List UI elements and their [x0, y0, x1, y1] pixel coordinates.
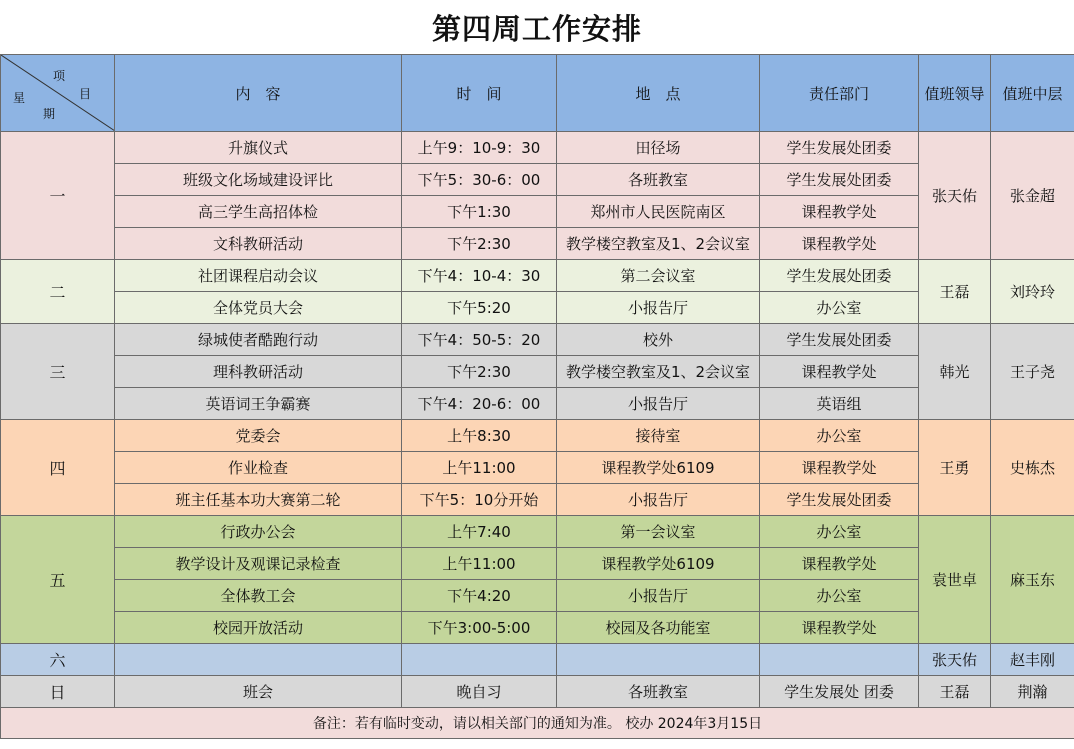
leader-cell-sat: 张天佑: [919, 644, 991, 676]
time-cell: 下午5：10分开始: [402, 484, 557, 516]
place-cell: 校外: [557, 324, 760, 356]
place-cell: 第一会议室: [557, 516, 760, 548]
content-cell: 班级文化场域建设评比: [115, 164, 402, 196]
content-cell: 全体党员大会: [115, 292, 402, 324]
corner-item-char-2: 目: [79, 87, 92, 101]
day-cell-sun: 日: [1, 676, 115, 708]
day-cell-mon: 一: [1, 132, 115, 260]
leader-cell-mon: 张天佑: [919, 132, 991, 260]
dept-cell: 学生发展处团委: [760, 164, 919, 196]
dept-cell: 课程教学处: [760, 196, 919, 228]
dept-cell: 办公室: [760, 292, 919, 324]
place-cell: 课程教学处6109: [557, 452, 760, 484]
day-cell-fri: 五: [1, 516, 115, 644]
time-cell: 上午9：10-9：30: [402, 132, 557, 164]
schedule-table: [0, 54, 1074, 739]
header-content: 内 容: [115, 55, 402, 132]
page-title: 第四周工作安排: [0, 0, 1074, 55]
dept-cell: 学生发展处 团委: [760, 676, 919, 708]
dept-cell: 办公室: [760, 580, 919, 612]
corner-weekday-char-2: 期: [43, 107, 56, 121]
time-cell: 下午5:20: [402, 292, 557, 324]
time-cell: 下午5：30-6：00: [402, 164, 557, 196]
middle-cell-sat: 赵丰刚: [991, 644, 1074, 676]
time-cell: 下午1:30: [402, 196, 557, 228]
header-place: 地 点: [557, 55, 760, 132]
middle-cell-wed: 王子尧: [991, 324, 1074, 420]
time-cell: 下午4：10-4：30: [402, 260, 557, 292]
time-cell: 上午7:40: [402, 516, 557, 548]
dept-cell: 课程教学处: [760, 356, 919, 388]
content-cell: 升旗仪式: [115, 132, 402, 164]
corner-header-cell: [1, 55, 115, 132]
corner-item-char-1: 项: [53, 69, 66, 83]
dept-cell: 课程教学处: [760, 548, 919, 580]
time-cell: 下午4：20-6：00: [402, 388, 557, 420]
content-cell: 高三学生高招体检: [115, 196, 402, 228]
dept-cell: 学生发展处团委: [760, 324, 919, 356]
dept-cell: 课程教学处: [760, 612, 919, 644]
time-cell: 下午3:00-5:00: [402, 612, 557, 644]
place-cell: 各班教室: [557, 676, 760, 708]
dept-cell: 办公室: [760, 516, 919, 548]
corner-weekday-char-1: 星: [13, 91, 26, 105]
content-cell: 理科教研活动: [115, 356, 402, 388]
place-cell: 教学楼空教室及1、2会议室: [557, 228, 760, 260]
place-cell: 田径场: [557, 132, 760, 164]
middle-cell-sun: 荆瀚: [991, 676, 1074, 708]
place-cell: 校园及各功能室: [557, 612, 760, 644]
dept-cell: 学生发展处团委: [760, 260, 919, 292]
day-cell-thu: 四: [1, 420, 115, 516]
header-middle: 值班中层: [991, 55, 1074, 132]
content-cell: 作业检查: [115, 452, 402, 484]
dept-cell: 英语组: [760, 388, 919, 420]
dept-cell: 办公室: [760, 420, 919, 452]
content-cell: 文科教研活动: [115, 228, 402, 260]
content-cell: 班会: [115, 676, 402, 708]
day-cell-tue: 二: [1, 260, 115, 324]
place-cell: 小报告厅: [557, 580, 760, 612]
leader-cell-fri: 袁世卓: [919, 516, 991, 644]
leader-cell-thu: 王勇: [919, 420, 991, 516]
middle-cell-mon: 张金超: [991, 132, 1074, 260]
time-cell: 上午8:30: [402, 420, 557, 452]
time-cell: 上午11:00: [402, 548, 557, 580]
content-cell: 班主任基本功大赛第二轮: [115, 484, 402, 516]
place-cell: 课程教学处6109: [557, 548, 760, 580]
content-cell: 全体教工会: [115, 580, 402, 612]
dept-cell: 学生发展处团委: [760, 132, 919, 164]
content-cell: 行政办公会: [115, 516, 402, 548]
middle-cell-tue: 刘玲玲: [991, 260, 1074, 324]
dept-cell: 课程教学处: [760, 452, 919, 484]
place-cell: [557, 644, 760, 676]
time-cell: 下午2:30: [402, 356, 557, 388]
time-cell: 上午11:00: [402, 452, 557, 484]
place-cell: 第二会议室: [557, 260, 760, 292]
time-cell: [402, 644, 557, 676]
day-cell-wed: 三: [1, 324, 115, 420]
content-cell: 教学设计及观课记录检查: [115, 548, 402, 580]
time-cell: 下午4：50-5：20: [402, 324, 557, 356]
leader-cell-wed: 韩光: [919, 324, 991, 420]
dept-cell: [760, 644, 919, 676]
place-cell: 教学楼空教室及1、2会议室: [557, 356, 760, 388]
content-cell: 绿城使者酷跑行动: [115, 324, 402, 356]
content-cell: 英语词王争霸赛: [115, 388, 402, 420]
header-dept: 责任部门: [760, 55, 919, 132]
place-cell: 各班教室: [557, 164, 760, 196]
leader-cell-sun: 王磊: [919, 676, 991, 708]
place-cell: 小报告厅: [557, 388, 760, 420]
footer-note: 备注：若有临时变动，请以相关部门的通知为准。 校办 2024年3月15日: [1, 708, 1074, 739]
place-cell: 小报告厅: [557, 484, 760, 516]
middle-cell-fri: 麻玉东: [991, 516, 1074, 644]
dept-cell: 课程教学处: [760, 228, 919, 260]
day-cell-sat: 六: [1, 644, 115, 676]
middle-cell-thu: 史栋杰: [991, 420, 1074, 516]
content-cell: 校园开放活动: [115, 612, 402, 644]
dept-cell: 学生发展处团委: [760, 484, 919, 516]
header-time: 时 间: [402, 55, 557, 132]
content-cell: [115, 644, 402, 676]
header-leader: 值班领导: [919, 55, 991, 132]
time-cell: 下午2:30: [402, 228, 557, 260]
time-cell: 下午4:20: [402, 580, 557, 612]
place-cell: 小报告厅: [557, 292, 760, 324]
content-cell: 社团课程启动会议: [115, 260, 402, 292]
place-cell: 郑州市人民医院南区: [557, 196, 760, 228]
time-cell: 晚自习: [402, 676, 557, 708]
content-cell: 党委会: [115, 420, 402, 452]
place-cell: 接待室: [557, 420, 760, 452]
leader-cell-tue: 王磊: [919, 260, 991, 324]
